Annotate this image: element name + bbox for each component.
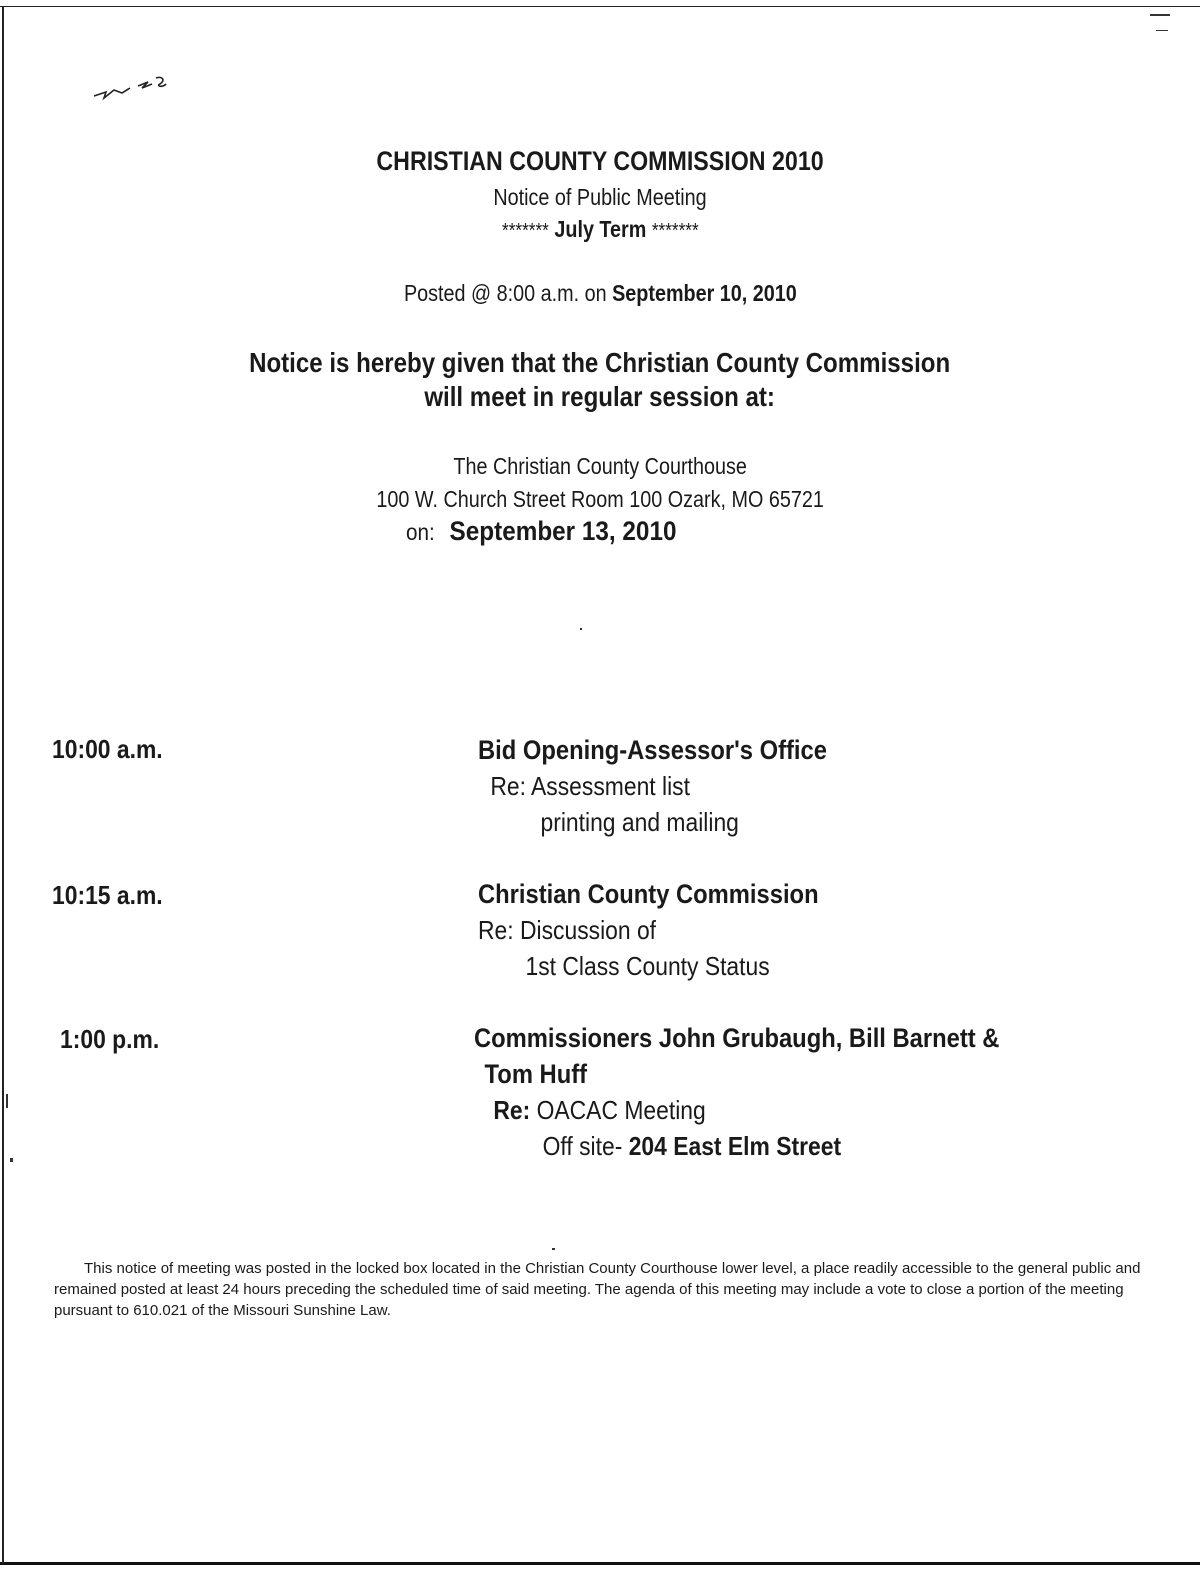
bottom-border <box>0 1562 1200 1565</box>
term-stars-left: ******* <box>501 220 549 242</box>
scan-mark <box>1150 14 1170 16</box>
meeting-date: September 13, 2010 <box>449 516 677 546</box>
page-title <box>0 146 1200 177</box>
notice-line-1: Notice is hereby given that the Christian County Commission <box>249 347 951 378</box>
re-label: Re: <box>493 1095 531 1125</box>
scan-mark <box>1156 30 1168 31</box>
re-text: Discussion of <box>519 915 657 945</box>
posted-date: September 10, 2010 <box>611 280 797 306</box>
agenda-time: 10:15 a.m. <box>52 880 163 910</box>
agenda-item-title-cont: Tom Huff <box>484 1059 588 1089</box>
agenda-item-detail: 1st Class County Status <box>525 951 770 981</box>
re-text: Assessment list <box>531 771 690 801</box>
agenda-item-re <box>474 1092 999 1128</box>
notice-statement <box>0 346 1200 414</box>
term-line <box>0 216 1200 243</box>
agenda-time: 1:00 p.m. <box>60 1024 160 1054</box>
agenda-item <box>478 732 827 840</box>
term-stars-right: ******* <box>651 220 699 242</box>
agenda-item-re <box>478 912 819 948</box>
location-name: The Christian County Courthouse <box>453 453 747 479</box>
detail-prefix: Off site- <box>542 1131 623 1161</box>
location-address: 100 W. Church Street Room 100 Ozark, MO 65721 <box>376 486 824 512</box>
agenda-time: 10:00 a.m. <box>52 734 163 764</box>
re-label: Re: <box>490 771 526 801</box>
agenda-item-re <box>478 768 827 804</box>
agenda-item-title: Bid Opening-Assessor's Office <box>478 735 827 765</box>
term-label: July Term <box>554 216 646 242</box>
posted-line <box>0 280 1200 307</box>
agenda-item <box>474 1020 999 1164</box>
meeting-date-line <box>406 516 676 547</box>
handwritten-mark <box>92 72 172 102</box>
scan-mark <box>552 1248 555 1250</box>
on-label: on: <box>406 519 435 545</box>
agenda-item-title: Commissioners John Grubaugh, Bill Barnett & <box>474 1023 1000 1053</box>
posting-statement-text: This notice of meeting was posted in the locked box located in the Christian County Courthouse lower level, a place readily accessible to the general public and remained posted at least 24 hours preceding the scheduled time of said meeting. The agenda of this meeting may include a vote to close a portion of the meeting pursuant to 610.021 of the Missouri Sunshine Law. <box>54 1260 1141 1319</box>
title-text: CHRISTIAN COUNTY COMMISSION 2010 <box>376 146 824 176</box>
meeting-location <box>0 450 1200 516</box>
agenda-item-title: Christian County Commission <box>478 879 819 909</box>
agenda-item <box>478 876 819 984</box>
agenda-item-detail <box>474 1128 999 1164</box>
re-label: Re: <box>478 915 514 945</box>
detail-address: 204 East Elm Street <box>628 1131 842 1161</box>
re-text: OACAC Meeting <box>536 1095 706 1125</box>
posting-statement <box>54 1258 1160 1321</box>
scan-mark <box>10 1158 13 1162</box>
subtitle-text: Notice of Public Meeting <box>493 184 707 210</box>
top-border <box>0 6 1200 7</box>
page-subtitle <box>0 184 1200 211</box>
scan-mark <box>580 628 582 630</box>
notice-line-2: will meet in regular session at: <box>424 381 776 412</box>
agenda-item-detail: printing and mailing <box>540 807 739 837</box>
posted-prefix: Posted @ 8:00 a.m. on <box>403 280 607 306</box>
scan-mark <box>6 1094 8 1108</box>
